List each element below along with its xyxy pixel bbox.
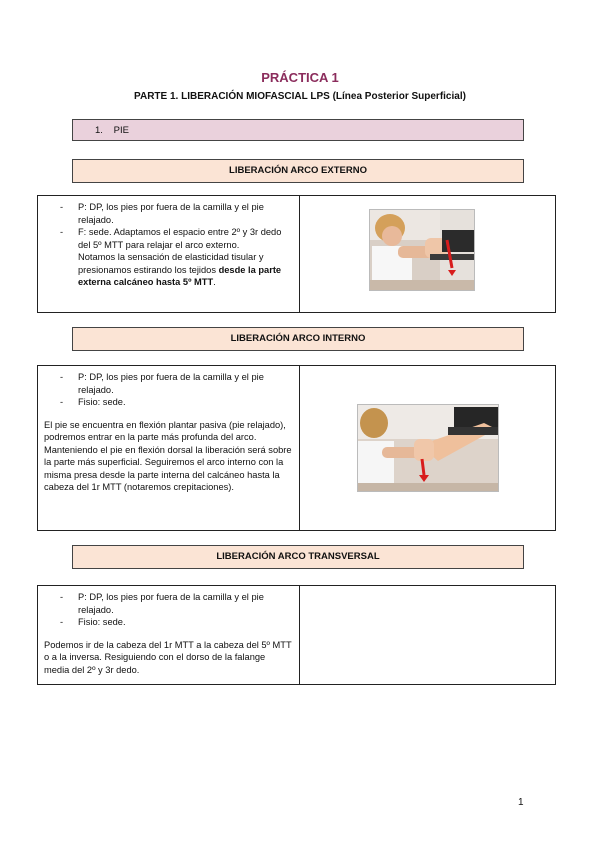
list-item: - P: DP, los pies por fuera de la camilla y el pie relajado.: [44, 201, 293, 226]
instruction-list: [44, 371, 293, 409]
section-table-arco-externo: [37, 195, 556, 313]
section-header-arco-interno: LIBERACIÓN ARCO INTERNO: [72, 327, 524, 351]
list-item: - Fisio: sede.: [44, 396, 293, 409]
list-item: - P: DP, los pies por fuera de la camilla y el pie relajado.: [44, 371, 293, 396]
page-title: PRÁCTICA 1: [261, 70, 339, 85]
technique-note-bold: desde la parte externa calcáneo hasta 5º MTT: [78, 264, 282, 287]
section-text-cell: [38, 366, 300, 530]
section-image-cell-empty: [300, 586, 555, 684]
instruction-list: [44, 201, 293, 251]
section-image-cell: [300, 366, 555, 530]
section-text-cell: [38, 586, 300, 684]
section-image-cell: [300, 196, 555, 312]
technique-note-end: .: [213, 277, 216, 287]
section-table-arco-interno: [37, 365, 556, 531]
pie-section-number: 1.: [95, 125, 103, 136]
page-number: 1: [518, 797, 524, 808]
list-item: - P: DP, los pies por fuera de la camilla y el pie relajado.: [44, 591, 293, 616]
technique-note: [44, 251, 293, 289]
photo-arco-interno: [357, 404, 499, 492]
section-header-arco-externo: LIBERACIÓN ARCO EXTERNO: [72, 159, 524, 183]
photo-arco-externo: [369, 209, 475, 291]
section-text-cell: [38, 196, 300, 312]
list-item: - F: sede. Adaptamos el espacio entre 2º y 3r dedo del 5º MTT para relajar el arco externo.: [44, 226, 293, 251]
list-item: - Fisio: sede.: [44, 616, 293, 629]
technique-paragraph: Podemos ir de la cabeza del 1r MTT a la cabeza del 5º MTT o a la inversa. Resiguiendo con el dorso de la falange media del 2º y 3r dedo.: [44, 639, 292, 675]
pie-section-box: [72, 119, 524, 141]
therapy-photo-illustration: [370, 210, 475, 291]
pie-section-label: PIE: [113, 125, 129, 136]
page-subtitle: PARTE 1. LIBERACIÓN MIOFASCIAL LPS (Línea Posterior Superficial): [134, 91, 466, 102]
technique-note-text: Notamos la sensación de elasticidad tisular y presionamos estirando los tejidos: [78, 252, 264, 275]
section-table-arco-transversal: [37, 585, 556, 685]
therapy-photo-illustration: [358, 405, 499, 492]
section-header-arco-transversal: LIBERACIÓN ARCO TRANSVERSAL: [72, 545, 524, 569]
instruction-list: [44, 591, 293, 629]
technique-paragraph: El pie se encuentra en flexión plantar pasiva (pie relajado), podremos entrar en la parte más profunda del arco. Manteniendo el pie en flexión dorsal la liberación será sobre la parte más superficial. Seguiremos el arco interno con la misma presa desde la parte interna del calcáneo hasta la cabeza del 1r MTT (notaremos crepitaciones).: [44, 419, 292, 492]
